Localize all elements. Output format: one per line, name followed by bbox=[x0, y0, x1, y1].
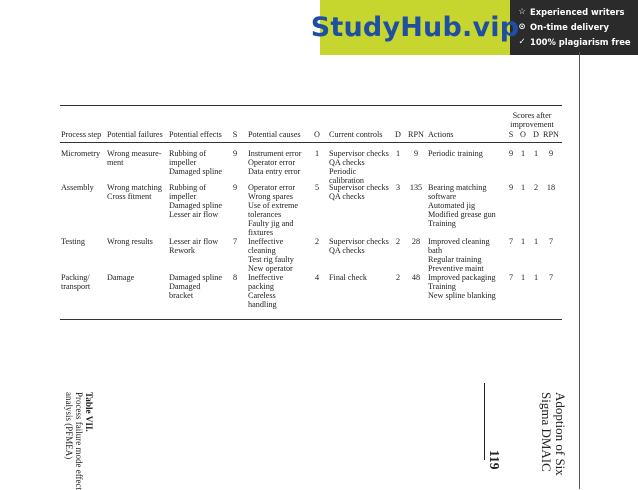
cell-s: 7 bbox=[232, 237, 238, 246]
cell-cause: Careless bbox=[248, 291, 276, 300]
cell-o: 1 bbox=[314, 149, 320, 158]
cell-s-after: 9 bbox=[508, 149, 514, 158]
perk-text: Experienced writers bbox=[530, 6, 625, 17]
cell-rpn-after: 9 bbox=[548, 149, 554, 158]
cell-action: bath bbox=[428, 246, 443, 255]
header-s-after: S bbox=[508, 130, 514, 139]
cell-action: Improved packaging bbox=[428, 273, 496, 282]
clock-icon: ⊙ bbox=[518, 21, 526, 32]
header-rpn-after: RPN bbox=[543, 130, 559, 139]
cell-control: QA checks bbox=[329, 192, 365, 201]
scores-after-header: Scores after bbox=[512, 111, 552, 120]
cell-rpn: 28 bbox=[411, 237, 421, 246]
perk-text: 100% plagiarism free bbox=[530, 36, 631, 47]
header-o: O bbox=[314, 130, 320, 139]
cell-cause: handling bbox=[248, 300, 277, 309]
header-potential-causes: Potential causes bbox=[248, 130, 301, 139]
cell-o-after: 1 bbox=[520, 149, 526, 158]
page-number: 119 bbox=[487, 450, 502, 470]
header-potential-failures: Potential failures bbox=[107, 130, 163, 139]
cell-control: QA checks bbox=[329, 158, 365, 167]
header-d: D bbox=[395, 130, 401, 139]
cell-rpn: 48 bbox=[411, 273, 421, 282]
cell-effect: Damaged spline bbox=[169, 167, 222, 176]
cell-cause: Ineffective bbox=[248, 237, 284, 246]
cell-control: Final check bbox=[329, 273, 367, 282]
header-current-controls: Current controls bbox=[329, 130, 383, 139]
cell-action: Preventive maint bbox=[428, 264, 484, 273]
cell-cause: New operator bbox=[248, 264, 293, 273]
cell-control: Periodic bbox=[329, 167, 357, 176]
cell-s: 9 bbox=[232, 183, 238, 192]
cell-control: Supervisor checks bbox=[329, 183, 389, 192]
cell-d-after: 1 bbox=[533, 273, 539, 282]
header-o-after: O bbox=[520, 130, 526, 139]
cell-cause: fixtures bbox=[248, 228, 274, 237]
cell-s-after: 7 bbox=[508, 273, 514, 282]
check-document-icon: ✓ bbox=[518, 36, 526, 47]
running-title-line: Sigma DMAIC bbox=[539, 392, 554, 472]
cell-effect: Lesser air flow bbox=[169, 210, 219, 219]
cell-control: calibration bbox=[329, 176, 365, 185]
cell-d: 2 bbox=[395, 273, 401, 282]
cell-action: Training bbox=[428, 282, 456, 291]
table-caption bbox=[64, 392, 94, 490]
header-d-after: D bbox=[533, 130, 539, 139]
page-number-rule bbox=[484, 383, 485, 460]
cell-effect: Damaged spline bbox=[169, 273, 222, 282]
cell-o: 5 bbox=[314, 183, 320, 192]
cell-action: software bbox=[428, 192, 457, 201]
cell-failure: Damage bbox=[107, 273, 135, 282]
cell-rpn-after: 7 bbox=[548, 273, 554, 282]
cell-d-after: 1 bbox=[533, 237, 539, 246]
cell-action: Regular training bbox=[428, 255, 482, 264]
cell-effect: Damaged bbox=[169, 282, 201, 291]
cell-s-after: 9 bbox=[508, 183, 514, 192]
cell-action: New spline blanking bbox=[428, 291, 496, 300]
cell-s-after: 7 bbox=[508, 237, 514, 246]
cell-cause: Wrong spares bbox=[248, 192, 293, 201]
header-rpn: RPN bbox=[408, 130, 424, 139]
star-icon: ☆ bbox=[518, 6, 526, 17]
cell-cause: Test rig faulty bbox=[248, 255, 294, 264]
cell-process-step: Packing/ bbox=[61, 273, 90, 282]
cell-cause: Ineffective bbox=[248, 273, 284, 282]
cell-d: 2 bbox=[395, 237, 401, 246]
cell-d: 3 bbox=[395, 183, 401, 192]
cell-cause: packing bbox=[248, 282, 274, 291]
perk-text: On-time delivery bbox=[530, 21, 609, 32]
scores-after-header: improvement bbox=[510, 120, 554, 129]
cell-action: Improved cleaning bbox=[428, 237, 490, 246]
cell-process-step: Assembly bbox=[61, 183, 94, 192]
cell-o-after: 1 bbox=[520, 273, 526, 282]
cell-control: QA checks bbox=[329, 246, 365, 255]
cell-control: Supervisor checks bbox=[329, 237, 389, 246]
cell-control: Supervisor checks bbox=[329, 149, 389, 158]
cell-failure: Wrong matching bbox=[107, 183, 162, 192]
cell-s: 9 bbox=[232, 149, 238, 158]
cell-failure: ment bbox=[107, 158, 124, 167]
header-s: S bbox=[232, 130, 238, 139]
cell-o-after: 1 bbox=[520, 237, 526, 246]
caption-line: analysis (PFMEA) bbox=[63, 392, 74, 460]
cell-cause: Use of extreme bbox=[248, 201, 299, 210]
cell-d-after: 2 bbox=[533, 183, 539, 192]
cell-failure: Wrong measure- bbox=[107, 149, 162, 158]
cell-cause: tolerances bbox=[248, 210, 282, 219]
cell-effect: Lesser air flow bbox=[169, 237, 219, 246]
cell-process-step: Micrometry bbox=[61, 149, 101, 158]
cell-o: 4 bbox=[314, 273, 320, 282]
cell-effect: Damaged spline bbox=[169, 201, 222, 210]
cell-cause: Operator error bbox=[248, 183, 296, 192]
cell-effect: impeller bbox=[169, 192, 197, 201]
cell-d-after: 1 bbox=[533, 149, 539, 158]
header-process-step: Process step bbox=[61, 130, 102, 139]
cell-process-step: transport bbox=[61, 282, 91, 291]
header-actions: Actions bbox=[428, 130, 454, 139]
cell-cause: cleaning bbox=[248, 246, 276, 255]
cell-action: Automated jig bbox=[428, 201, 476, 210]
cell-o: 2 bbox=[314, 237, 320, 246]
cell-action: Modified grease gun bbox=[428, 210, 496, 219]
cell-process-step: Testing bbox=[61, 237, 85, 246]
cell-rpn-after: 18 bbox=[546, 183, 556, 192]
cell-rpn-after: 7 bbox=[548, 237, 554, 246]
cell-action: Training bbox=[428, 219, 456, 228]
running-title-line: Adoption of Six bbox=[553, 392, 568, 476]
cell-effect: bracket bbox=[169, 291, 194, 300]
brand-logo[interactable]: StudyHub.vip bbox=[310, 12, 520, 43]
cell-cause: Instrument error bbox=[248, 149, 302, 158]
cell-s: 8 bbox=[232, 273, 238, 282]
cell-cause: Faulty jig and bbox=[248, 219, 294, 228]
cell-failure: Cross fitment bbox=[107, 192, 152, 201]
cell-rpn: 135 bbox=[409, 183, 423, 192]
running-title bbox=[539, 392, 567, 476]
cell-action: Bearing matching bbox=[428, 183, 487, 192]
cell-effect: Rubbing of bbox=[169, 183, 207, 192]
cell-cause: Data entry error bbox=[248, 167, 301, 176]
cell-d: 1 bbox=[395, 149, 401, 158]
cell-o-after: 1 bbox=[520, 183, 526, 192]
cell-cause: Operator error bbox=[248, 158, 296, 167]
cell-effect: Rubbing of bbox=[169, 149, 207, 158]
cell-effect: impeller bbox=[169, 158, 197, 167]
caption-label: Table VII. bbox=[84, 392, 94, 432]
cell-effect: Rework bbox=[169, 246, 195, 255]
caption-line: Process failure mode effect bbox=[74, 392, 84, 490]
header-potential-effects: Potential effects bbox=[169, 130, 222, 139]
cell-action: Periodic training bbox=[428, 149, 483, 158]
cell-rpn: 9 bbox=[413, 149, 419, 158]
cell-failure: Wrong results bbox=[107, 237, 153, 246]
